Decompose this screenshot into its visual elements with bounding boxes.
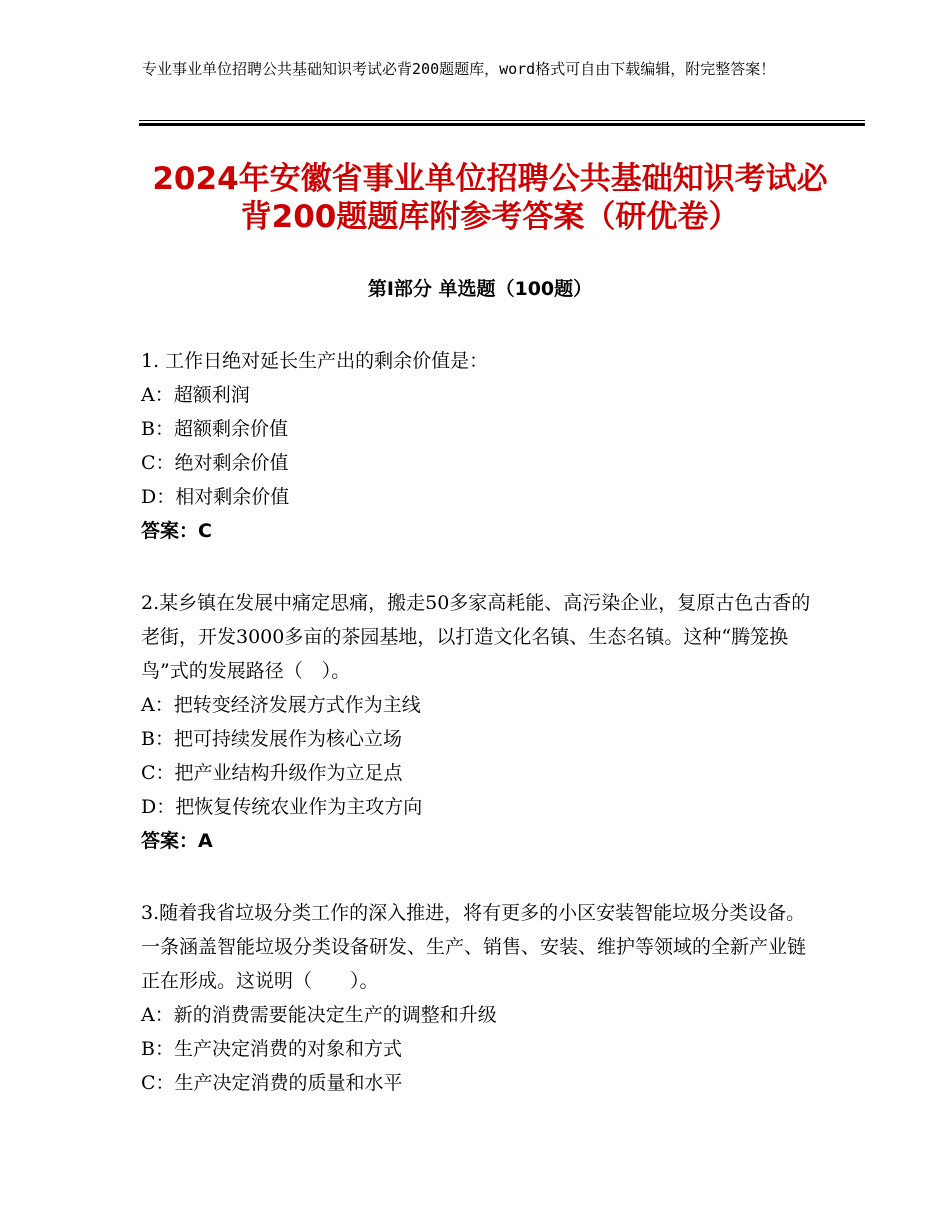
option-c: C：绝对剩余价值 [141,452,289,474]
section-title: 第Ⅰ部分 单选题（100题） [367,278,593,300]
option-a: A：把转变经济发展方式作为主线 [141,694,421,716]
header-rule-thin [139,120,865,121]
question-2 [141,586,811,858]
option-a: A：新的消费需要能决定生产的调整和升级 [141,1004,497,1026]
option-d: D：相对剩余价值 [141,486,290,508]
answer: 答案：C [141,520,212,542]
option-a: A：超额利润 [141,384,250,406]
question-3 [141,896,811,1100]
question-list [141,344,811,1138]
option-b: B：把可持续发展作为核心立场 [141,728,402,750]
question-stem: 1. 工作日绝对延长生产出的剩余价值是： [141,350,489,372]
document-title: 2024年安徽省事业单位招聘公共基础知识考试必背200题题库附参考答案（研优卷） [152,161,828,235]
question-stem: 3.随着我省垃圾分类工作的深入推进，将有更多的小区安装智能垃圾分类设备。一条涵盖智能垃圾分类设备研发、生产、销售、安装、维护等领域的全新产业链正在形成。这说明（ ）。 [141,902,807,992]
header-note: 专业事业单位招聘公共基础知识考试必背200题题库，word格式可自由下载编辑，附完整答案！ [142,60,776,78]
option-c: C：把产业结构升级作为立足点 [141,762,403,784]
header-rule-thick [139,123,865,126]
option-b: B：超额剩余价值 [141,418,288,440]
question-1 [141,344,811,548]
option-c: C：生产决定消费的质量和水平 [141,1072,403,1094]
option-d: D：把恢复传统农业作为主攻方向 [141,796,423,818]
question-stem: 2.某乡镇在发展中痛定思痛，搬走50多家高耗能、高污染企业，复原古色古香的老街，开发3000多亩的茶园基地，以打造文化名镇、生态名镇。这种“腾笼换鸟”式的发展路径（ ）。 [141,592,811,682]
option-b: B：生产决定消费的对象和方式 [141,1038,402,1060]
answer: 答案：A [141,830,213,852]
